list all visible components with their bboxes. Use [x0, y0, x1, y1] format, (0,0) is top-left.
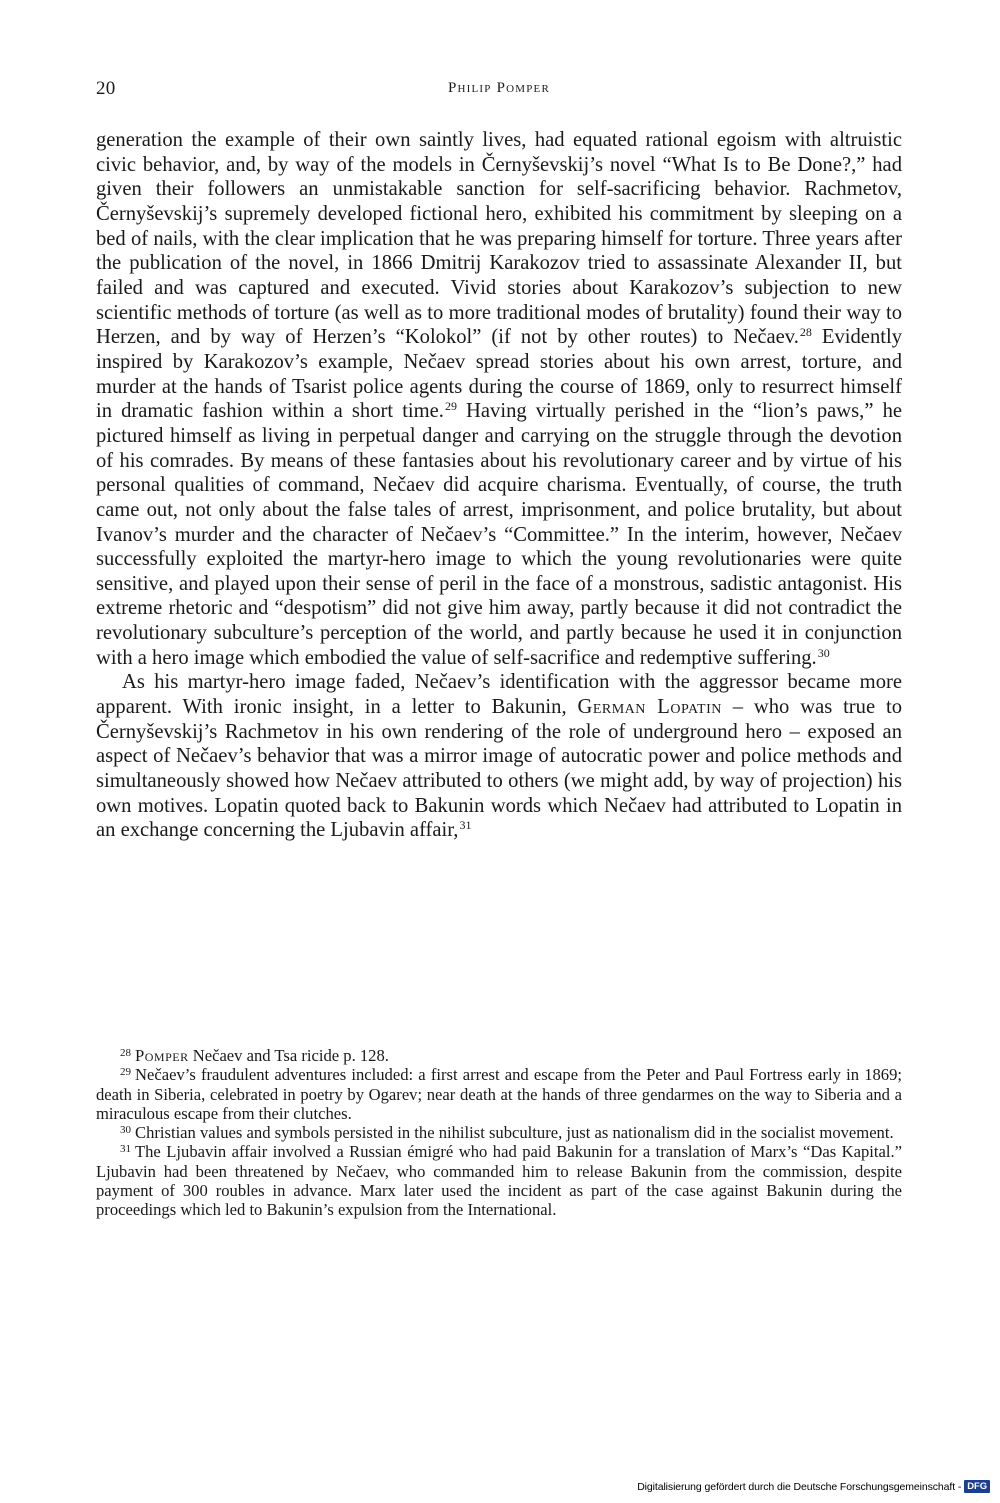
paragraph [96, 670, 902, 843]
page-header [96, 78, 902, 102]
digitization-credit [637, 1480, 990, 1493]
body-text [96, 128, 902, 843]
footnote-text: Nečaev and Tsa ricide p. 128. [188, 1046, 389, 1065]
footnotes [96, 1046, 902, 1220]
footnote-author: Pomper [135, 1046, 189, 1065]
footnote-text: The Ljubavin affair involved a Russian émigré who had paid Bakunin for a translation of Marx’s “Das Kapital.” Ljubavin had been threatened by Nečaev, who commanded him to release Bakunin from the commission, despite payment of 300 roubles in advance. Marx later used the incident as part of the case against Bakunin during the proceedings which led to Bakunin’s expulsion from the International. [96, 1142, 902, 1220]
footnote-number: 29 [120, 1066, 131, 1079]
footnote-ref: 31 [459, 818, 472, 833]
footnote-number: 28 [120, 1047, 131, 1059]
footnote-30 [96, 1123, 902, 1142]
paragraph-text: Having virtually perished in the “lion’s paws,” he pictured himself as living in perpetual danger and carrying on the struggle through the devotion of his comrades. By means of these fantasies about his revolutionary career and by virtue of his personal qualities of command, Nečaev did acquire charisma. Eventually, of course, the truth came out, not only about the false tales of arrest, imprisonment, and police brutality, but about Ivanov’s murder and the character of Nečaev’s “Committee.” In the interim, however, Nečaev successfully exploited the martyr-hero image to which the young revolutionaries were quite sensitive, and played upon their sense of peril in the face of a monstrous, sadistic antagonist. His extreme rhetoric and “despotism” did not give him away, partly because it did not contradict the revolutionary subculture’s perception of the world, and partly because he used it in conjunction with a hero image which embodied the value of self-sacrifice and redemptive suffering. [96, 400, 903, 669]
dfg-logo: DFG [964, 1480, 990, 1493]
credit-text: Digitalisierung gefördert durch die Deutsche Forschungsgemeinschaft - [637, 1480, 962, 1493]
paragraph-text: – who was true to Černyševskij’s Rachmetov in his own rendering of the role of underground hero – exposed an aspect of Nečaev’s behavior that was a mirror image of autocratic power and police methods and simultaneously showed how Nečaev attributed to others (we might add, by way of projection) his own motives. Lopatin quoted back to Bakunin words which Nečaev had attributed to Lopatin in an exchange concerning the Ljubavin affair, [96, 696, 902, 842]
page-number: 20 [96, 78, 116, 99]
footnote-number: 31 [120, 1143, 131, 1156]
footnote-number: 30 [120, 1124, 131, 1137]
footnote-text: Nečaev’s fraudulent adventures included: a first arrest and escape from the Peter and Paul Fortress early in 1869; death in Siberia, celebrated in poetry by Ogarev; near death at the hands of three gendarmes on the way to Siberia and a miraculous escape from their clutches. [96, 1065, 902, 1123]
paragraph-text: generation the example of their own saintly lives, had equated rational egoism with altruistic civic behavior, and, by way of the models in Černyševskij’s novel “What Is to Be Done?,” had given their followers an unmistakable sanction for self-sacrificing behavior. Rachmetov, Černyševskij’s supremely developed fictional hero, exhibited his commitment by sleeping on a bed of nails, with the clear implication that he was preparing himself for torture. Three years after the publication of the novel, in 1866 Dmitrij Karakozov tried to assassinate Alexander II, but failed and was captured and executed. Vivid stories about Karakozov’s subjection to new scientific methods of torture (as well as to more traditional modes of brutality) found their way to Herzen, and by way of Herzen’s “Kolokol” (if not by other routes) to Nečaev. [96, 129, 902, 349]
paragraph-text: As his martyr-hero image faded, Nečaev’s identification with the aggressor became more apparent. With ironic insight, in a letter to Bakunin, [96, 671, 902, 719]
running-head: Philip Pomper [447, 80, 551, 96]
footnote-ref: 30 [817, 645, 830, 660]
footnote-ref: 28 [799, 325, 812, 340]
footnote-ref: 29 [444, 399, 457, 414]
person-name: German Lopatin [577, 696, 722, 719]
footnote-28 [96, 1046, 902, 1065]
footnote-31 [96, 1142, 902, 1219]
paragraph [96, 128, 902, 670]
footnote-29 [96, 1065, 902, 1123]
footnote-text: Christian values and symbols persisted in the nihilist subculture, just as nationalism did in the socialist movement. [135, 1123, 894, 1143]
paragraph-text: Evidently inspired by Karakozov’s example, Nečaev spread stories about his own arrest, torture, and murder at the hands of Tsarist police agents during the course of 1869, only to resurrect himself in dramatic fashion within a short time. [96, 326, 902, 423]
